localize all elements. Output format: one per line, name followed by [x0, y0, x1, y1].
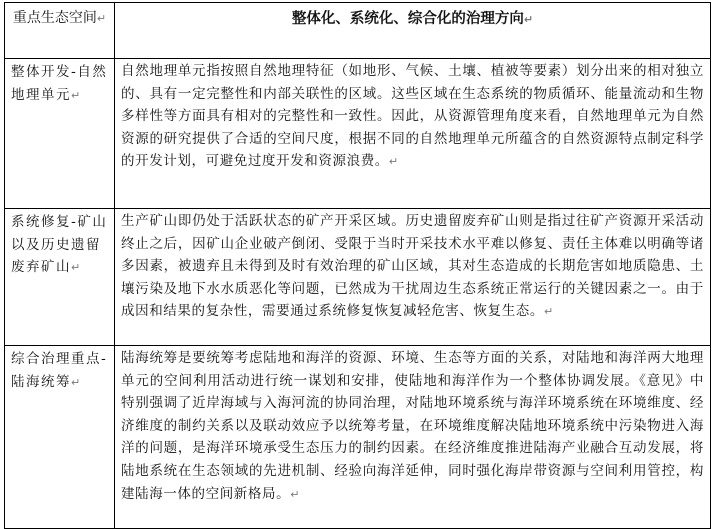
area-text: 系统修复-矿山以及历史遗留废弃矿山 — [11, 214, 108, 276]
paragraph-mark-icon: ↵ — [388, 155, 399, 169]
area-cell — [5, 346, 115, 529]
direction-text: 生产矿山即仍处于活跃状态的矿产开采区域。历史遗留废弃矿山则是指过往矿产资源开采活动终止之后，因矿山企业破产倒闭、受限于当时开采技术水平难以修复、责任主体难以明确等诸多因素，被遗弃且未得到及时有效治理的矿山区域，其对生态造成的长期危害如地质隐患、土壤污染及地下水水质恶化等问题，已然成为干扰周边生态系统正常运行的关键因素之一。由于成因和结果的复杂性，需要通过系统修复恢复减轻危害、恢复生态。 — [121, 213, 704, 320]
header-ecological-space-text: 重点生态空间 — [12, 10, 97, 26]
paragraph-mark-icon: ↵ — [71, 261, 81, 275]
area-cell — [5, 209, 115, 346]
paragraph-mark-icon: ↵ — [96, 12, 107, 25]
paragraph-mark-icon: ↵ — [290, 487, 300, 501]
direction-text: 陆海统筹是要统筹考虑陆地和海洋的资源、环境、生态等方面的关系，对陆地和海洋两大地理单元的空间利用活动进行统一谋划和安排，使陆地和海洋作为一个整体协调发展。《意见》中特别强调了近岸海域与入海河流的协同治理，对陆地环境系统与海洋环境系统在环境维度、经济维度的制约关系以及联动效应予以统筹考量，在环境维度解决陆地环境系统中污染物进入海洋的问题，是海洋环境承受生态压力的制约因素。在经济维度推进陆海产业融合互动发展，将陆地系统在生态领域的先进机制、经验向海洋延伸，同时强化海岸带资源与空间利用管控，构建陆海一体的空间新格局。 — [121, 350, 704, 502]
table-row — [5, 209, 711, 346]
area-text: 综合治理重点-陆海统筹 — [11, 351, 108, 390]
area-cell — [5, 59, 115, 209]
paragraph-mark-icon: ↵ — [71, 88, 81, 102]
paragraph-mark-icon: ↵ — [71, 375, 81, 389]
direction-cell — [115, 59, 711, 209]
governance-table — [4, 2, 711, 529]
area-text: 整体开发-自然地理单元 — [11, 64, 108, 103]
direction-cell — [115, 346, 711, 529]
direction-cell — [115, 209, 711, 346]
header-cell-ecological-space — [5, 3, 115, 59]
header-governance-direction-text: 整体化、系统化、综合化的治理方向 — [291, 11, 524, 27]
table-row — [5, 59, 711, 209]
table-row — [5, 346, 711, 529]
paragraph-mark-icon: ↵ — [544, 305, 554, 319]
paragraph-mark-icon: ↵ — [523, 13, 534, 26]
direction-text: 自然地理单元指按照自然地理特征（如地形、气候、土壤、植被等要素）划分出来的相对独立的、具有一定完整性和内部关联性的区域。这些区域在生态系统的物质循环、能量流动和生物多样性等方面具有相对的完整性和一致性。因此，从资源管理角度来看，自然地理单元为自然资源的研究提供了合适的空间尺度，根据不同的自然地理单元所蕴含的自然资源特点制定科学的开发计划，可避免过度开发和资源浪费。 — [121, 63, 704, 170]
table-header-row — [5, 3, 711, 59]
header-cell-governance-direction — [115, 3, 711, 59]
